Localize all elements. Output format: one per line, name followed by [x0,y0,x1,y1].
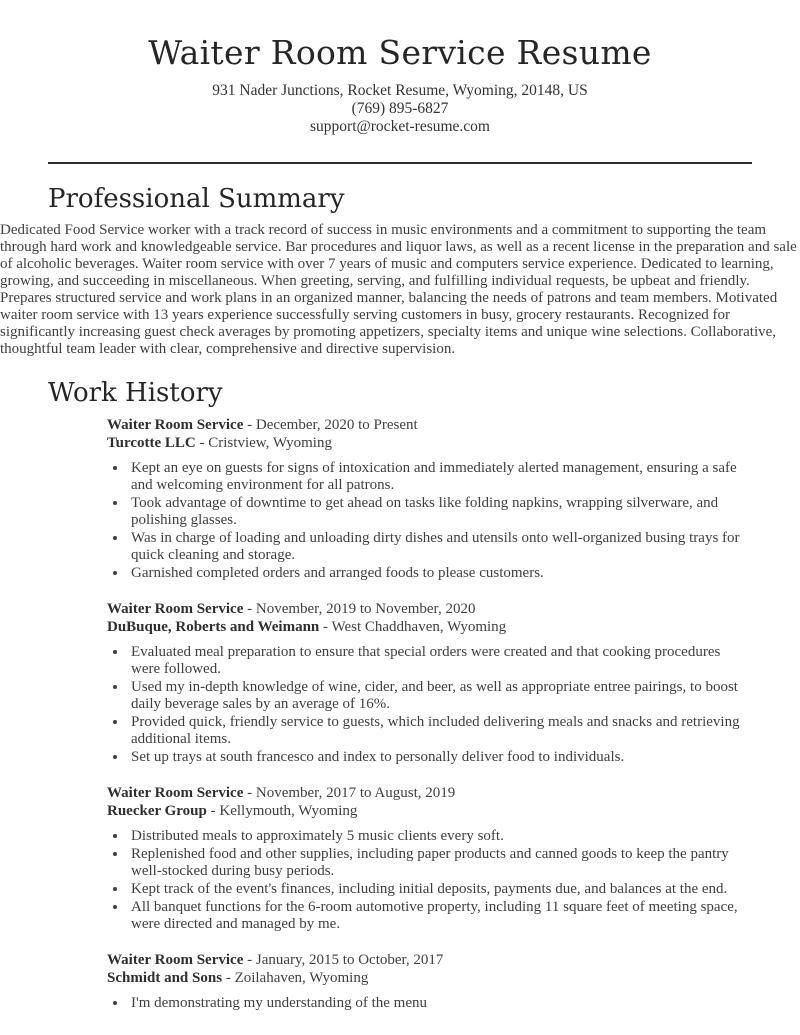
job-dates: December, 2020 to Present [255,417,418,433]
job-title: Waiter Room Service [107,601,244,617]
contact-address: 931 Nader Junctions, Rocket Resume, Wyoming, 20148, US [212,82,588,99]
job-location: West Chaddhaven, Wyoming [331,619,507,635]
separator: - [195,435,209,451]
job-company-line [107,618,752,636]
contact-email: support@rocket-resume.com [310,118,490,135]
section-work-history [0,378,800,1012]
job-company-line [107,969,752,987]
job-bullet: • Was in charge of loading and unloading dirty dishes and utensils onto well-organized busing trays for quick cleaning and storage. [128,530,752,564]
separator: - [243,417,256,433]
job-bullet: • Used my in-depth knowledge of wine, cider, and beer, as well as appropriate entree pairings, to boost daily beverage sales by an average of 16%. [128,679,752,713]
contact-phone: (769) 895-6827 [351,100,449,117]
job-title-line [107,784,752,802]
job-company: Schmidt and Sons [107,970,223,986]
professional-summary-text: Dedicated Food Service worker with a track record of success in music environments and a commitment to supporting the team through hard work and knowledgeable service. Bar procedures and liquor laws, as well as a recent license in the preparation and sale of alcoholic beverages. Waiter room service with over 7 years of music and computers service experience. Dedicated to learning, growing, and succeeding in miscellaneous. When greeting, serving, and fulfilling individual requests, be upbeat and friendly. Prepares structured service and work plans in an organized manner, balancing the needs of patrons and team members. Motivated waiter room service with 13 years experience successfully serving customers in busy, grocery restaurants. Recognized for significantly increasing guest check averages by promoting appetizers, specialty items and unique wine selections. Collaborative, thoughtful team leader with clear, comprehensive and directive supervision. [0,222,797,357]
header-divider [48,162,752,164]
professional-summary-heading: Professional Summary [48,184,345,214]
separator: - [243,952,256,968]
job-company: Turcotte LLC [107,435,196,451]
job-title-line [107,416,752,434]
job-bullet: • Evaluated meal preparation to ensure that special orders were created and that cooking procedures were followed. [128,644,752,678]
job-title: Waiter Room Service [107,952,244,968]
job-bullet: • All banquet functions for the 6-room automotive property, including 11 square feet of meeting space, were directed and managed by me. [128,899,752,933]
job-dates: November, 2017 to August, 2019 [255,785,456,801]
job-title: Waiter Room Service [107,417,244,433]
job-location: Zoilahaven, Wyoming [234,970,369,986]
job-bullet: • Kept an eye on guests for signs of intoxication and immediately alerted management, ensuring a safe and welcoming environment for all patrons. [128,460,752,494]
job-company: DuBuque, Roberts and Weimann [107,619,320,635]
job-bullet: • Garnished completed orders and arranged foods to please customers. [128,565,752,582]
job-bullet: • Kept track of the event's finances, including initial deposits, payments due, and balances at the end. [128,881,752,898]
job-company-line [107,802,752,820]
job-bullet: • Took advantage of downtime to get ahead on tasks like folding napkins, wrapping silverware, and polishing glasses. [128,495,752,529]
contact-info [0,82,800,136]
job-bullets [107,644,752,766]
work-history-heading: Work History [48,378,223,408]
job-bullet: • Set up trays at south francesco and index to personally deliver food to individuals. [128,749,752,766]
job-bullet: • I'm demonstrating my understanding of the menu [128,995,752,1012]
separator: - [222,970,235,986]
resume-title: Waiter Room Service Resume [148,33,652,72]
job-location: Cristview, Wyoming [208,435,332,451]
separator: - [243,785,256,801]
job-title: Waiter Room Service [107,785,244,801]
job-bullets [107,995,752,1012]
job-title-line [107,600,752,618]
job-bullets [107,460,752,582]
job-entry [107,951,752,1012]
separator: - [319,619,332,635]
job-bullet: • Distributed meals to approximately 5 music clients every soft. [128,828,752,845]
separator: - [243,601,256,617]
separator: - [206,803,220,819]
job-company: Ruecker Group [107,803,207,819]
job-entry [107,600,752,766]
job-bullets [107,828,752,933]
job-bullet: • Replenished food and other supplies, including paper products and canned goods to keep the pantry well-stocked during busy periods. [128,846,752,880]
job-dates: January, 2015 to October, 2017 [255,952,444,968]
section-professional-summary [0,184,800,358]
job-title-line [107,951,752,969]
work-history-list [107,416,752,1012]
job-dates: November, 2019 to November, 2020 [255,601,476,617]
job-entry [107,416,752,582]
job-company-line [107,434,752,452]
job-location: Kellymouth, Wyoming [219,803,358,819]
job-bullet: • Provided quick, friendly service to guests, which included delivering meals and snacks and retrieving additional items. [128,714,752,748]
job-entry [107,784,752,933]
